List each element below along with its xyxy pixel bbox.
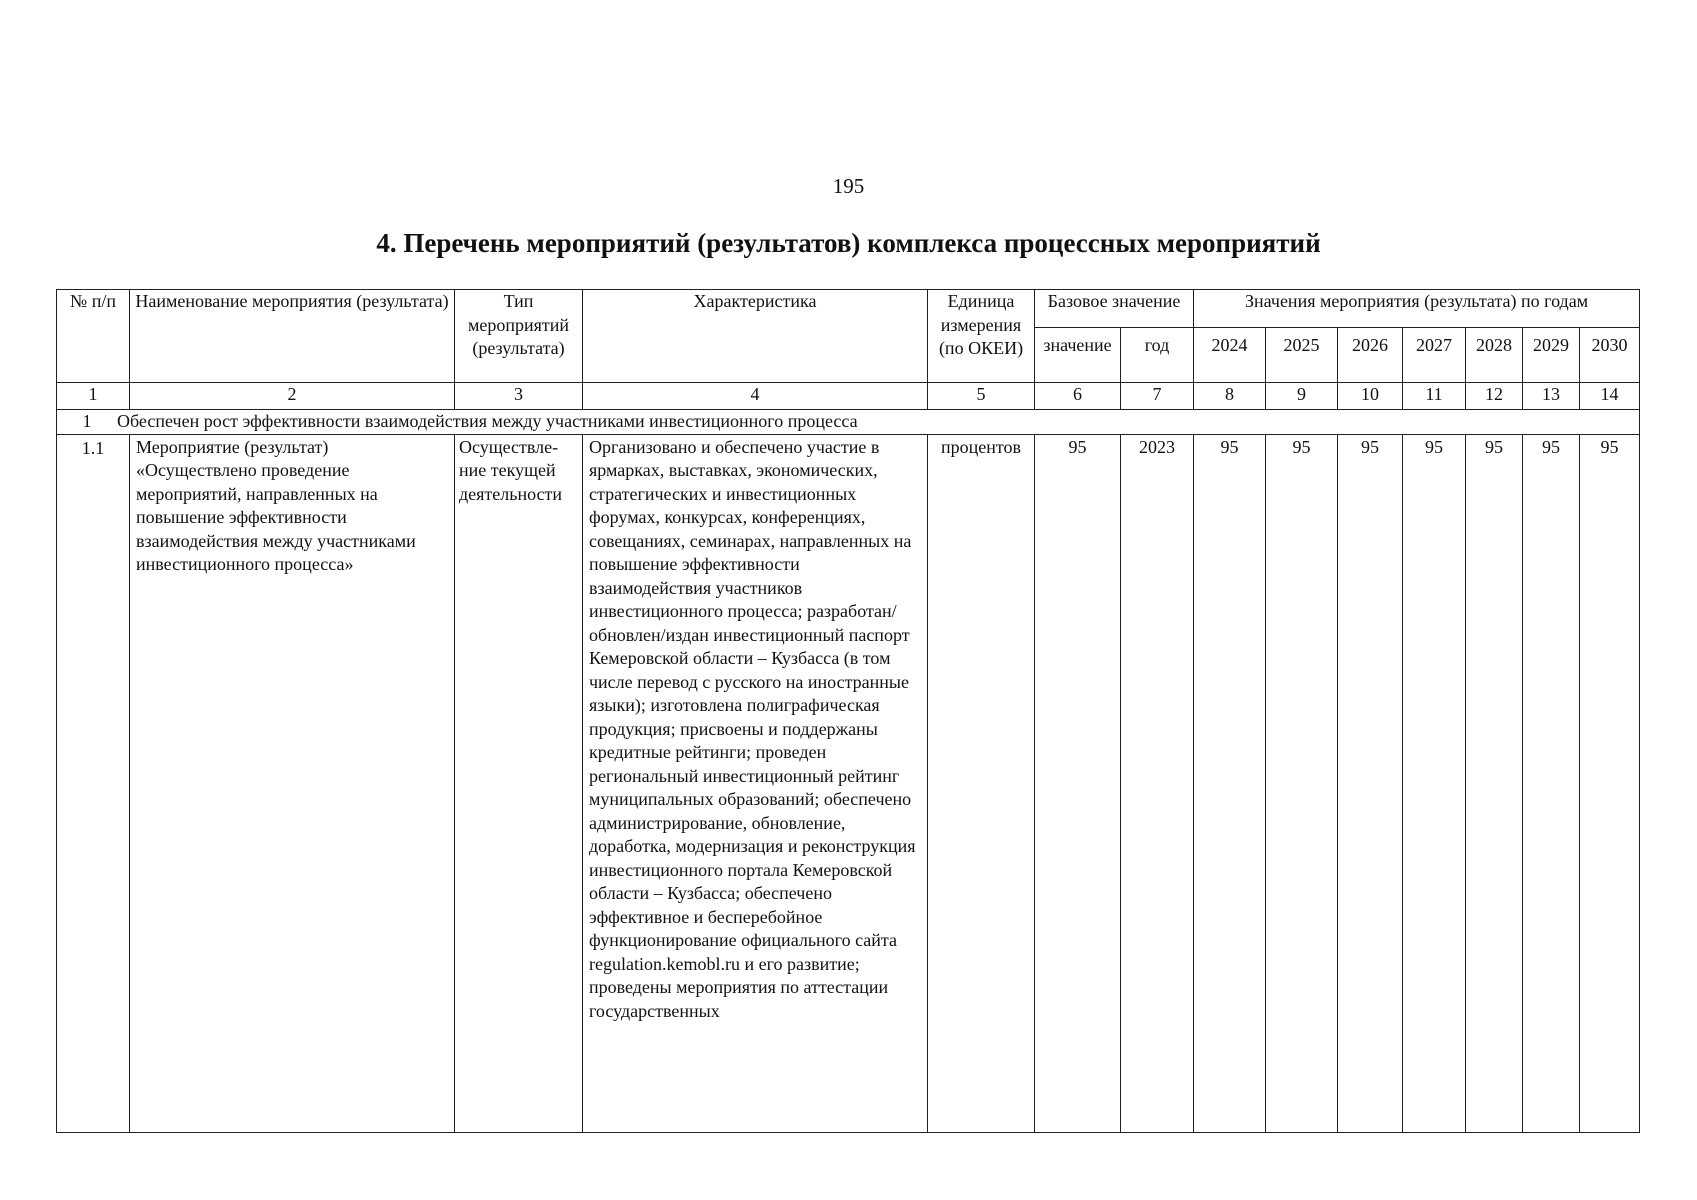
row-year-value: 95 — [1403, 434, 1466, 1132]
measures-table — [56, 289, 1640, 1133]
column-number-row — [57, 383, 1640, 410]
row-unit: процентов — [928, 434, 1035, 1132]
table-row — [57, 434, 1640, 1132]
page-number: 195 — [832, 174, 865, 198]
row-year-value: 95 — [1523, 434, 1580, 1132]
column-number: 11 — [1403, 383, 1466, 410]
column-number: 4 — [583, 383, 928, 410]
column-number: 10 — [1338, 383, 1403, 410]
column-number: 6 — [1035, 383, 1121, 410]
column-number: 5 — [928, 383, 1035, 410]
section-number: 1 — [82, 411, 92, 431]
column-number: 13 — [1523, 383, 1580, 410]
column-number: 7 — [1121, 383, 1194, 410]
header-year: 2024 — [1194, 328, 1266, 383]
row-base-value: 95 — [1035, 434, 1121, 1132]
row-year-value: 95 — [1194, 434, 1266, 1132]
header-name: Наименование мероприятия (результата) — [130, 290, 455, 383]
header-base-year: год — [1121, 328, 1194, 383]
row-year-value: 95 — [1266, 434, 1338, 1132]
row-number: 1.1 — [57, 434, 130, 1132]
row-base-year: 2023 — [1121, 434, 1194, 1132]
column-number: 14 — [1580, 383, 1640, 410]
header-years-group: Значения мероприятия (результата) по годам — [1194, 290, 1640, 328]
column-number: 1 — [57, 383, 130, 410]
column-number: 8 — [1194, 383, 1266, 410]
header-year: 2027 — [1403, 328, 1466, 383]
header-row-1 — [57, 290, 1640, 328]
header-year: 2026 — [1338, 328, 1403, 383]
row-year-value: 95 — [1580, 434, 1640, 1132]
column-number: 9 — [1266, 383, 1338, 410]
header-year: 2028 — [1466, 328, 1523, 383]
header-num: № п/п — [57, 290, 130, 383]
document-title: 4. Перечень мероприятий (результатов) комплекса процессных мероприятий — [376, 228, 1321, 258]
header-characteristic: Характеристика — [583, 290, 928, 383]
header-base-value: значение — [1035, 328, 1121, 383]
row-characteristic: Организовано и обеспечено участие в ярмарках, выставках, экономических, стратегических и инвестиционных форумах, конкурсах, конференциях, совещаниях, семинарах, направленных на повышение эффективности взаимодействия участников инвестиционного процесса; разработан/обновлен/издан инвестиционный паспорт Кемеровской области – Кузбасса (в том числе перевод с русского на иностранные языки); изготовлена полиграфическая продукция; присвоены и поддержаны кредитные рейтинги; проведен региональный инвестиционный рейтинг муниципальных образований; обеспечено администрирование, обновление, доработка, модернизация и реконструкция инвестиционного портала Кемеровской области – Кузбасса; обеспечено эффективное и бесперебойное функционирование официального сайта regulation.kemobl.ru и его развитие; проведены мероприятия по аттестации государственных — [583, 434, 928, 1132]
section-cell — [57, 410, 1640, 435]
header-year: 2029 — [1523, 328, 1580, 383]
header-type: Тип мероприятий (результата) — [455, 290, 583, 383]
header-base-value-group: Базовое значение — [1035, 290, 1194, 328]
row-year-value: 95 — [1338, 434, 1403, 1132]
row-year-value: 95 — [1466, 434, 1523, 1132]
column-number: 12 — [1466, 383, 1523, 410]
header-year: 2030 — [1580, 328, 1640, 383]
header-year: 2025 — [1266, 328, 1338, 383]
section-title: Обеспечен рост эффективности взаимодействия между участниками инвестиционного процесса — [117, 411, 858, 431]
section-row — [57, 410, 1640, 435]
column-number: 2 — [130, 383, 455, 410]
row-name: Мероприятие (результат) «Осуществлено проведение мероприятий, направленных на повышение эффективности взаимодействия между участниками инвестиционного процесса» — [130, 434, 455, 1132]
header-unit: Единица измерения (по ОКЕИ) — [928, 290, 1035, 383]
row-type: Осуществле-ние текущей деятельности — [455, 434, 583, 1132]
column-number: 3 — [455, 383, 583, 410]
